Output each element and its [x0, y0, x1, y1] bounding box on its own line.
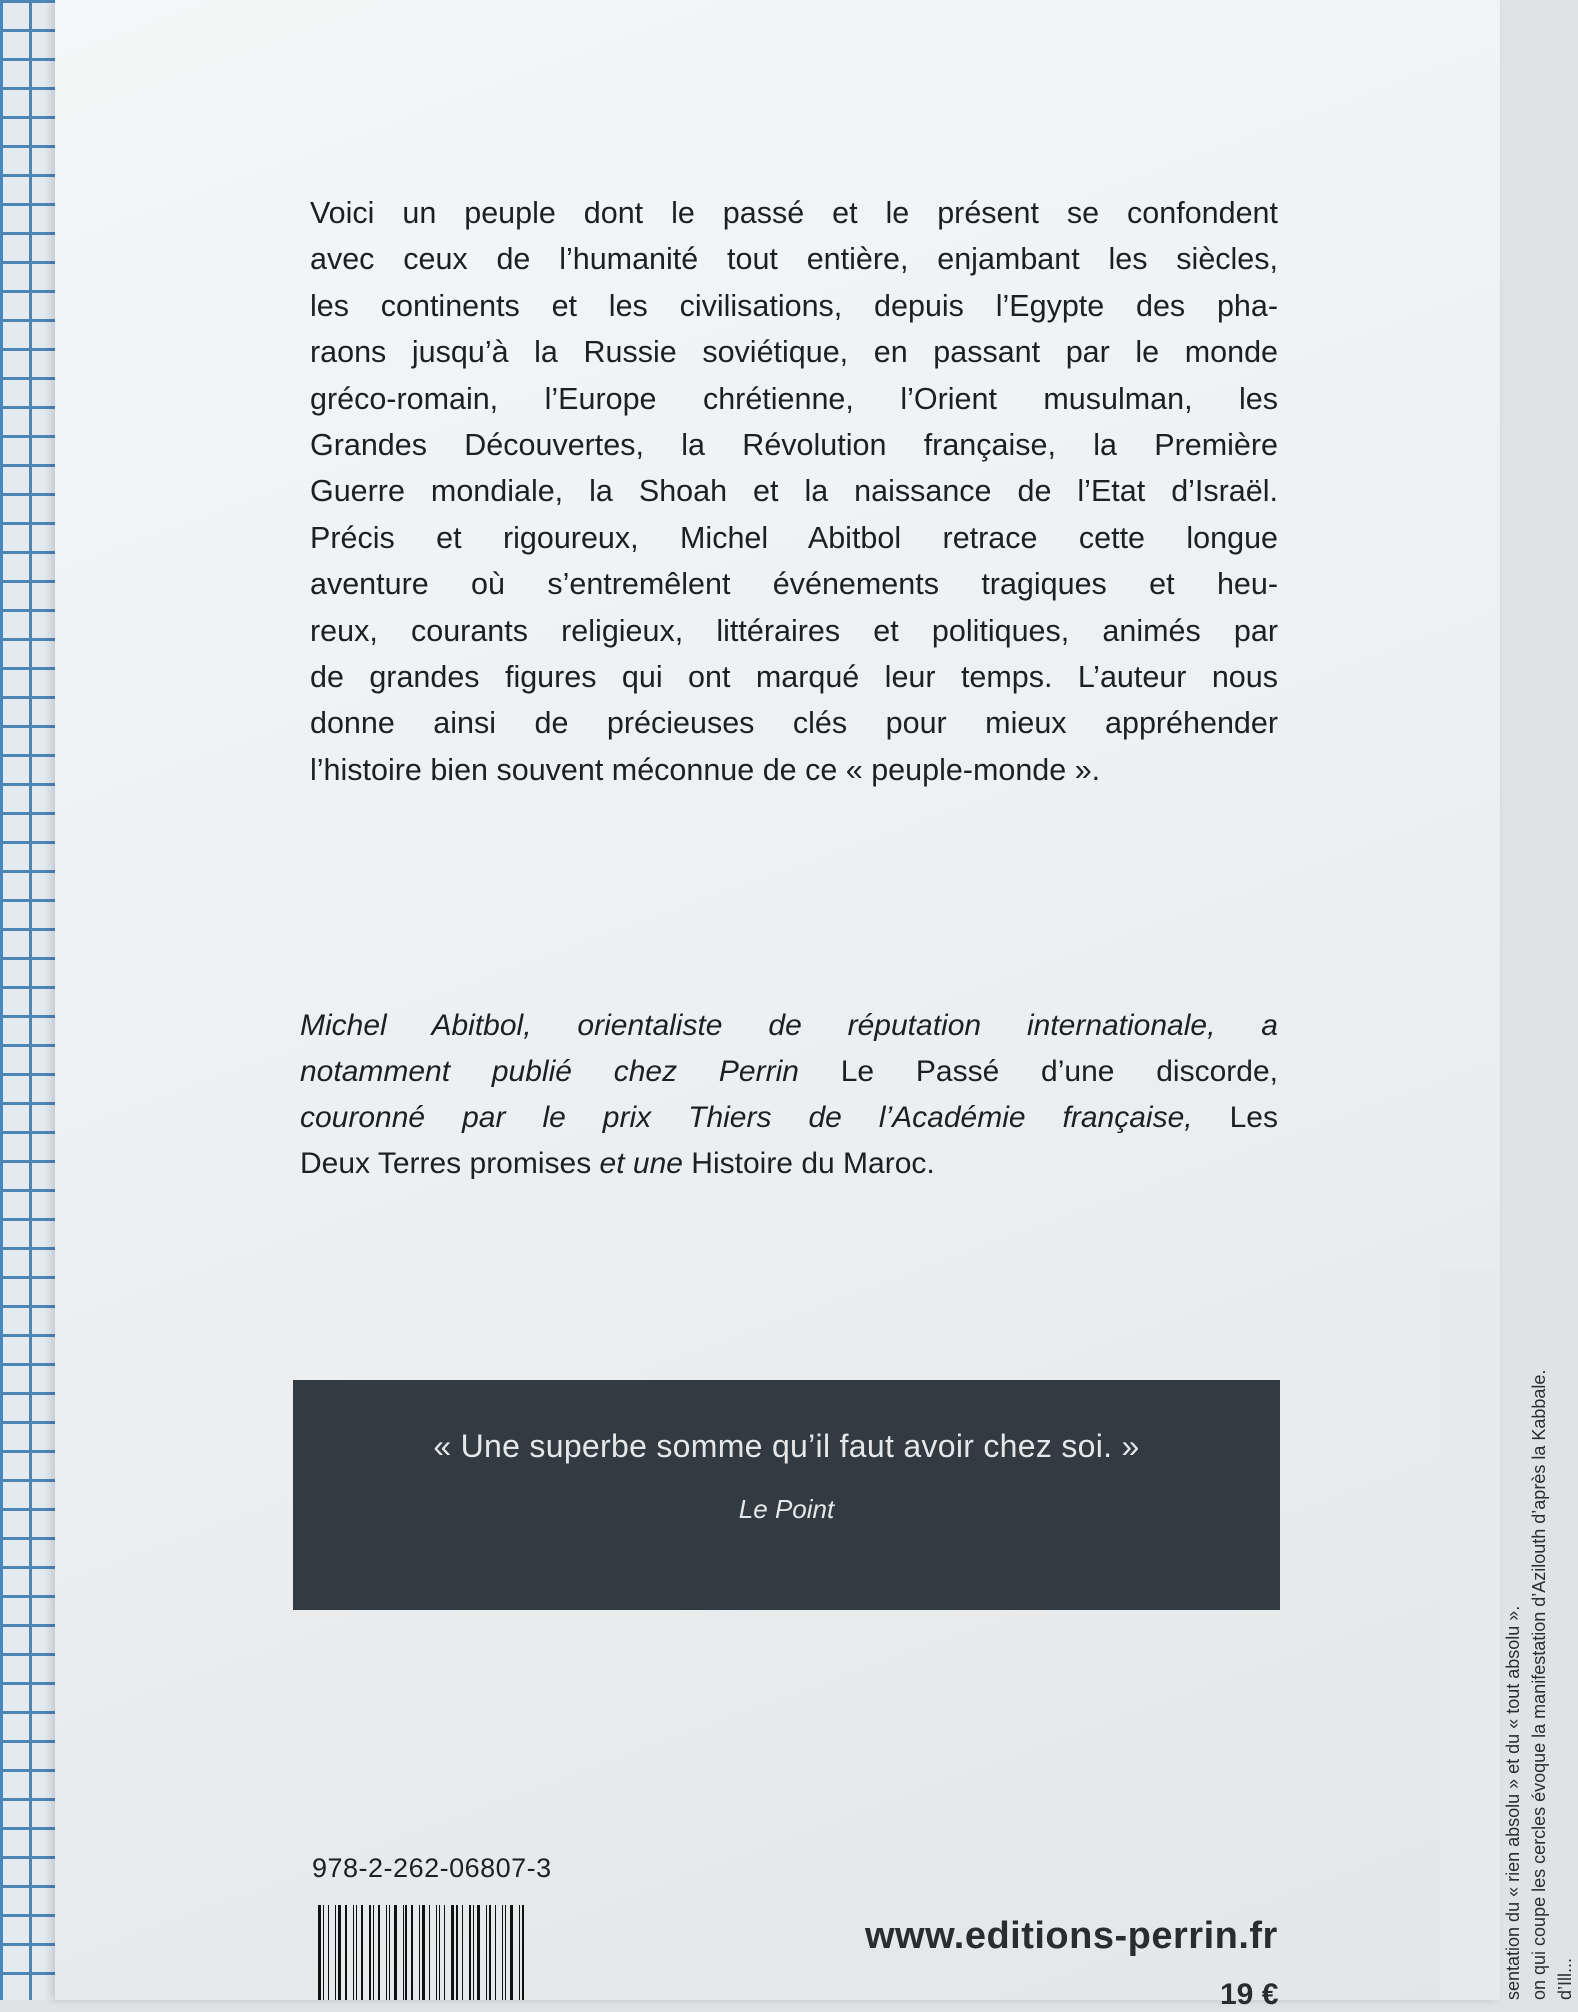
blurb-line: Précis et rigoureux, Michel Abitbol retrace cette longue [310, 520, 1278, 555]
bio-line [300, 1141, 1278, 1187]
press-quote-source: Le Point [738, 1494, 835, 1524]
author-bio [300, 1003, 1278, 1187]
blurb-line: Voici un peuple dont le passé et le présent se confondent [310, 196, 1278, 230]
barcode-bar [495, 1905, 496, 2000]
barcode-bar [502, 1905, 503, 2000]
blurb-line: Grandes Découvertes, la Révolution française, la Première [310, 428, 1278, 463]
barcode-bar [439, 1905, 441, 2000]
barcode-bar [328, 1905, 330, 2000]
press-quote-text: « Une superbe somme qu’il faut avoir chez soi. » [433, 1428, 1140, 1464]
blurb-line: raons jusqu’à la Russie soviétique, en passant par le monde [310, 335, 1278, 370]
barcode-bar [436, 1905, 437, 2000]
book-title-text: Le Passé d’une discorde, [798, 1055, 1278, 1088]
barcode-bar [429, 1905, 430, 2000]
book-title-text: Histoire du Maroc. [682, 1147, 935, 1180]
book-blurb [310, 190, 1278, 793]
isbn-number: 978-2-262-06807-3 [312, 1853, 552, 1883]
barcode-bar [451, 1905, 454, 2000]
barcode-bar [356, 1905, 357, 2000]
blurb-line: de grandes figures qui ont marqué leur temps. L’auteur nous [310, 660, 1278, 695]
blurb-line: les continents et les civilisations, depuis l’Egypte des pha- [310, 288, 1278, 323]
bio-line [300, 1095, 1278, 1141]
barcode-bar [353, 1905, 354, 2000]
barcode-bar [462, 1905, 463, 2000]
barcode-bar [519, 1905, 520, 2000]
barcode-bar [477, 1905, 480, 2000]
barcode-bar [369, 1905, 372, 2000]
barcode-bar [318, 1905, 321, 2000]
barcode-bar [456, 1905, 458, 2000]
barcode-bar [338, 1905, 341, 2000]
price-label: 19 € [1220, 1978, 1279, 2011]
barcode-bar [419, 1905, 420, 2000]
barcode-bar [444, 1905, 445, 2000]
press-quote-box [293, 1380, 1280, 1610]
barcode-bar [373, 1905, 374, 2000]
barcode-bar [405, 1905, 407, 2000]
spine-caption-line: sentation du « rien absolu » et du « tout absolu ». [1503, 1605, 1523, 2000]
bio-italic-text: et une [599, 1147, 683, 1180]
bio-line [300, 1003, 1278, 1049]
barcode-bar [386, 1905, 387, 2000]
blurb-line: gréco-romain, l’Europe chrétienne, l’Orient musulman, les [310, 381, 1278, 416]
publisher-website: www.editions-perrin.fr [865, 1915, 1278, 1957]
blurb-line: reux, courants religieux, littéraires et politiques, animés par [310, 613, 1278, 648]
barcode-bar [394, 1905, 397, 2000]
blurb-line: l’histoire bien souvent méconnue de ce « peuple-monde ». [310, 752, 1101, 787]
bio-italic-text: Michel Abitbol, orientaliste de réputation internationale, a [300, 1009, 1278, 1042]
blurb-line: donne ainsi de précieuses clés pour mieux appréhender [310, 706, 1278, 741]
book-title-text: Deux Terres promises [300, 1147, 600, 1180]
barcode-bar [505, 1905, 507, 2000]
barcode-bar [489, 1905, 491, 2000]
barcode-bar [422, 1905, 425, 2000]
bio-italic-text: notamment publié chez Perrin [300, 1055, 799, 1088]
barcode-bar [361, 1905, 363, 2000]
barcode-bar [510, 1905, 513, 2000]
barcode-bar [486, 1905, 487, 2000]
barcode-bar [403, 1905, 404, 2000]
book-title-text: Les [1192, 1101, 1278, 1134]
barcode-bar [323, 1905, 324, 2000]
barcode-bar [522, 1905, 524, 2000]
barcode-bar [345, 1905, 347, 2000]
barcode-image [318, 1905, 528, 2000]
blurb-line: aventure où s’entremêlent événements tragiques et heu- [310, 567, 1278, 602]
spine-caption-line: on qui coupe les cercles évoque la manifestation d’Azilouth d’après la Kabbale. [1529, 1369, 1549, 2000]
barcode-bar [335, 1905, 336, 2000]
adjacent-book-spine [1440, 1270, 1500, 2000]
bio-line [300, 1049, 1278, 1095]
barcode-bar [389, 1905, 390, 2000]
blurb-line: avec ceux de l’humanité tout entière, enjambant les siècles, [310, 242, 1278, 277]
blurb-line: Guerre mondiale, la Shoah et la naissance de l’Etat d’Israël. [310, 474, 1278, 509]
bio-italic-text: couronné par le prix Thiers de l’Académie française, [300, 1101, 1193, 1134]
barcode-bar [473, 1905, 474, 2000]
spine-caption [1500, 1370, 1578, 2000]
spine-caption-line: d’Ill... [1555, 1957, 1575, 2000]
barcode-bar [469, 1905, 471, 2000]
barcode-bar [411, 1905, 413, 2000]
barcode-bar [378, 1905, 380, 2000]
